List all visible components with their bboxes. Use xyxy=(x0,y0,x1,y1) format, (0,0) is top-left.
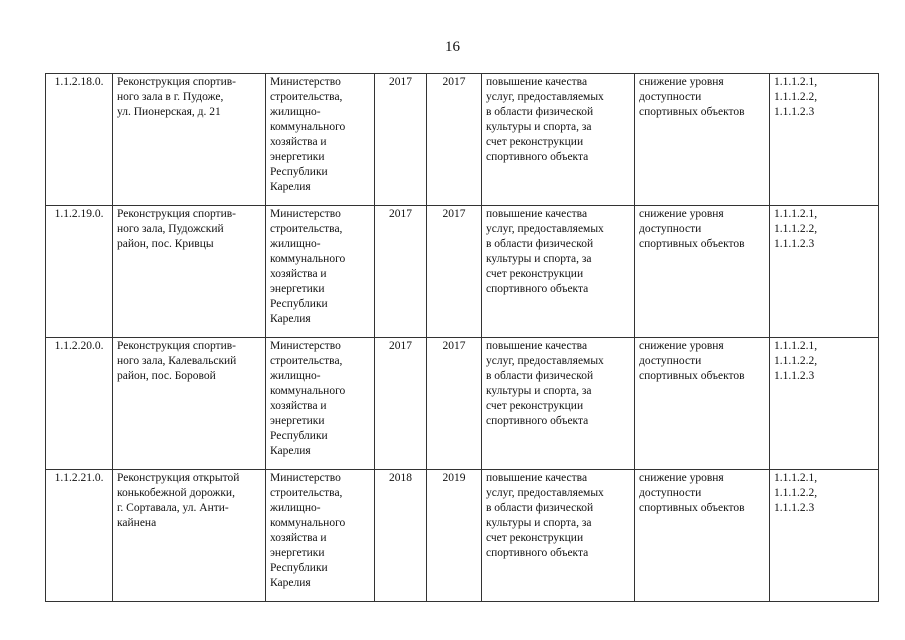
activity-name-line: г. Сортавала, ул. Анти- xyxy=(117,502,229,514)
expected-result-line: счет реконструкции xyxy=(486,136,584,148)
executor-line: жилищно- xyxy=(270,502,321,514)
expected-result-line: услуг, предоставляемых xyxy=(486,223,604,235)
consequence-line: доступности xyxy=(639,223,702,235)
executor-line: строительства, xyxy=(270,487,343,499)
activity-name-line: район, пос. Кривцы xyxy=(117,238,214,250)
executor-cell xyxy=(266,338,375,470)
executor-line: Карелия xyxy=(270,445,311,457)
end-year-cell: 2017 xyxy=(427,338,482,470)
start-year-cell: 2017 xyxy=(375,74,427,206)
end-year-cell: 2019 xyxy=(427,470,482,602)
table-row xyxy=(46,470,879,602)
indicators-line: 1.1.1.2.1, xyxy=(774,208,818,220)
end-year-cell: 2017 xyxy=(427,206,482,338)
executor-line: Республики xyxy=(270,298,328,310)
expected-result-line: спортивного объекта xyxy=(486,547,589,559)
executor-line: хозяйства и xyxy=(270,532,327,544)
consequence-cell xyxy=(635,338,770,470)
executor-cell xyxy=(266,206,375,338)
activity-name-line: кайнена xyxy=(117,517,157,529)
activity-code-cell: 1.1.2.18.0. xyxy=(46,74,113,206)
activity-name-cell xyxy=(113,74,266,206)
executor-line: энергетики xyxy=(270,283,325,295)
executor-line: Республики xyxy=(270,430,328,442)
consequence-cell xyxy=(635,206,770,338)
expected-result-line: спортивного объекта xyxy=(486,283,589,295)
executor-line: Министерство xyxy=(270,340,341,352)
expected-result-line: в области физической xyxy=(486,238,594,250)
executor-line: жилищно- xyxy=(270,370,321,382)
consequence-line: доступности xyxy=(639,91,702,103)
executor-line: Министерство xyxy=(270,472,341,484)
executor-line: энергетики xyxy=(270,415,325,427)
indicators-cell xyxy=(770,338,879,470)
start-year-cell: 2017 xyxy=(375,338,427,470)
expected-result-line: счет реконструкции xyxy=(486,532,584,544)
activity-name-line: Реконструкция спортив- xyxy=(117,208,236,220)
expected-result-line: культуры и спорта, за xyxy=(486,253,592,265)
expected-result-line: культуры и спорта, за xyxy=(486,121,592,133)
expected-result-line: счет реконструкции xyxy=(486,400,584,412)
executor-line: коммунального xyxy=(270,385,346,397)
executor-line: Карелия xyxy=(270,181,311,193)
end-year-cell: 2017 xyxy=(427,74,482,206)
expected-result-line: культуры и спорта, за xyxy=(486,385,592,397)
indicators-line: 1.1.1.2.2, xyxy=(774,355,818,367)
expected-result-cell xyxy=(482,74,635,206)
page-number: 16 xyxy=(445,39,460,55)
indicators-cell xyxy=(770,74,879,206)
expected-result-line: спортивного объекта xyxy=(486,151,589,163)
expected-result-line: в области физической xyxy=(486,106,594,118)
executor-line: жилищно- xyxy=(270,106,321,118)
expected-result-line: в области физической xyxy=(486,370,594,382)
executor-line: Министерство xyxy=(270,208,341,220)
expected-result-line: услуг, предоставляемых xyxy=(486,355,604,367)
executor-cell xyxy=(266,74,375,206)
executor-line: коммунального xyxy=(270,121,346,133)
consequence-line: снижение уровня xyxy=(639,340,724,352)
activity-code-cell: 1.1.2.20.0. xyxy=(46,338,113,470)
consequence-line: снижение уровня xyxy=(639,208,724,220)
executor-cell xyxy=(266,470,375,602)
expected-result-line: услуг, предоставляемых xyxy=(486,91,604,103)
expected-result-line: культуры и спорта, за xyxy=(486,517,592,529)
consequence-cell xyxy=(635,470,770,602)
executor-line: хозяйства и xyxy=(270,400,327,412)
consequence-line: доступности xyxy=(639,355,702,367)
executor-line: строительства, xyxy=(270,91,343,103)
executor-line: энергетики xyxy=(270,151,325,163)
executor-line: жилищно- xyxy=(270,238,321,250)
indicators-line: 1.1.1.2.1, xyxy=(774,340,818,352)
consequence-line: доступности xyxy=(639,487,702,499)
consequence-line: снижение уровня xyxy=(639,76,724,88)
activity-name-line: Реконструкция спортив- xyxy=(117,76,236,88)
executor-line: хозяйства и xyxy=(270,268,327,280)
indicators-line: 1.1.1.2.3 xyxy=(774,370,815,382)
expected-result-line: услуг, предоставляемых xyxy=(486,487,604,499)
executor-line: Карелия xyxy=(270,313,311,325)
indicators-line: 1.1.1.2.2, xyxy=(774,91,818,103)
activity-name-line: район, пос. Боровой xyxy=(117,370,216,382)
indicators-line: 1.1.1.2.1, xyxy=(774,76,818,88)
indicators-line: 1.1.1.2.3 xyxy=(774,238,815,250)
indicators-line: 1.1.1.2.1, xyxy=(774,472,818,484)
executor-line: строительства, xyxy=(270,223,343,235)
activity-name-line: ул. Пионерская, д. 21 xyxy=(117,106,221,118)
consequence-line: спортивных объектов xyxy=(639,502,745,514)
table-row xyxy=(46,206,879,338)
expected-result-line: счет реконструкции xyxy=(486,268,584,280)
executor-line: Министерство xyxy=(270,76,341,88)
activity-name-line: ного зала в г. Пудоже, xyxy=(117,91,224,103)
expected-result-line: повышение качества xyxy=(486,76,588,88)
executor-line: хозяйства и xyxy=(270,136,327,148)
table-row xyxy=(46,338,879,470)
start-year-cell: 2018 xyxy=(375,470,427,602)
activity-code-cell: 1.1.2.21.0. xyxy=(46,470,113,602)
table-row xyxy=(46,74,879,206)
executor-line: строительства, xyxy=(270,355,343,367)
indicators-line: 1.1.1.2.2, xyxy=(774,223,818,235)
expected-result-line: повышение качества xyxy=(486,340,588,352)
executor-line: коммунального xyxy=(270,517,346,529)
indicators-line: 1.1.1.2.3 xyxy=(774,502,815,514)
expected-result-line: в области физической xyxy=(486,502,594,514)
indicators-cell xyxy=(770,206,879,338)
indicators-line: 1.1.1.2.3 xyxy=(774,106,815,118)
expected-result-line: повышение качества xyxy=(486,208,588,220)
activity-name-line: ного зала, Пудожский xyxy=(117,223,224,235)
executor-line: Карелия xyxy=(270,577,311,589)
consequence-line: спортивных объектов xyxy=(639,370,745,382)
activity-name-line: ного зала, Калевальский xyxy=(117,355,237,367)
indicators-line: 1.1.1.2.2, xyxy=(774,487,818,499)
activity-name-line: Реконструкция спортив- xyxy=(117,340,236,352)
expected-result-cell xyxy=(482,206,635,338)
consequence-cell xyxy=(635,74,770,206)
start-year-cell: 2017 xyxy=(375,206,427,338)
consequence-line: спортивных объектов xyxy=(639,238,745,250)
activity-name-line: Реконструкция открытой xyxy=(117,472,240,484)
consequence-line: снижение уровня xyxy=(639,472,724,484)
expected-result-line: спортивного объекта xyxy=(486,415,589,427)
activity-code-cell: 1.1.2.19.0. xyxy=(46,206,113,338)
expected-result-cell xyxy=(482,470,635,602)
executor-line: Республики xyxy=(270,562,328,574)
activity-name-line: конькобежной дорожки, xyxy=(117,487,235,499)
expected-result-cell xyxy=(482,338,635,470)
activity-name-cell xyxy=(113,206,266,338)
activity-name-cell xyxy=(113,470,266,602)
activity-name-cell xyxy=(113,338,266,470)
indicators-cell xyxy=(770,470,879,602)
executor-line: Республики xyxy=(270,166,328,178)
expected-result-line: повышение качества xyxy=(486,472,588,484)
executor-line: энергетики xyxy=(270,547,325,559)
table-body xyxy=(46,74,879,602)
executor-line: коммунального xyxy=(270,253,346,265)
program-activities-table xyxy=(45,73,879,602)
consequence-line: спортивных объектов xyxy=(639,106,745,118)
